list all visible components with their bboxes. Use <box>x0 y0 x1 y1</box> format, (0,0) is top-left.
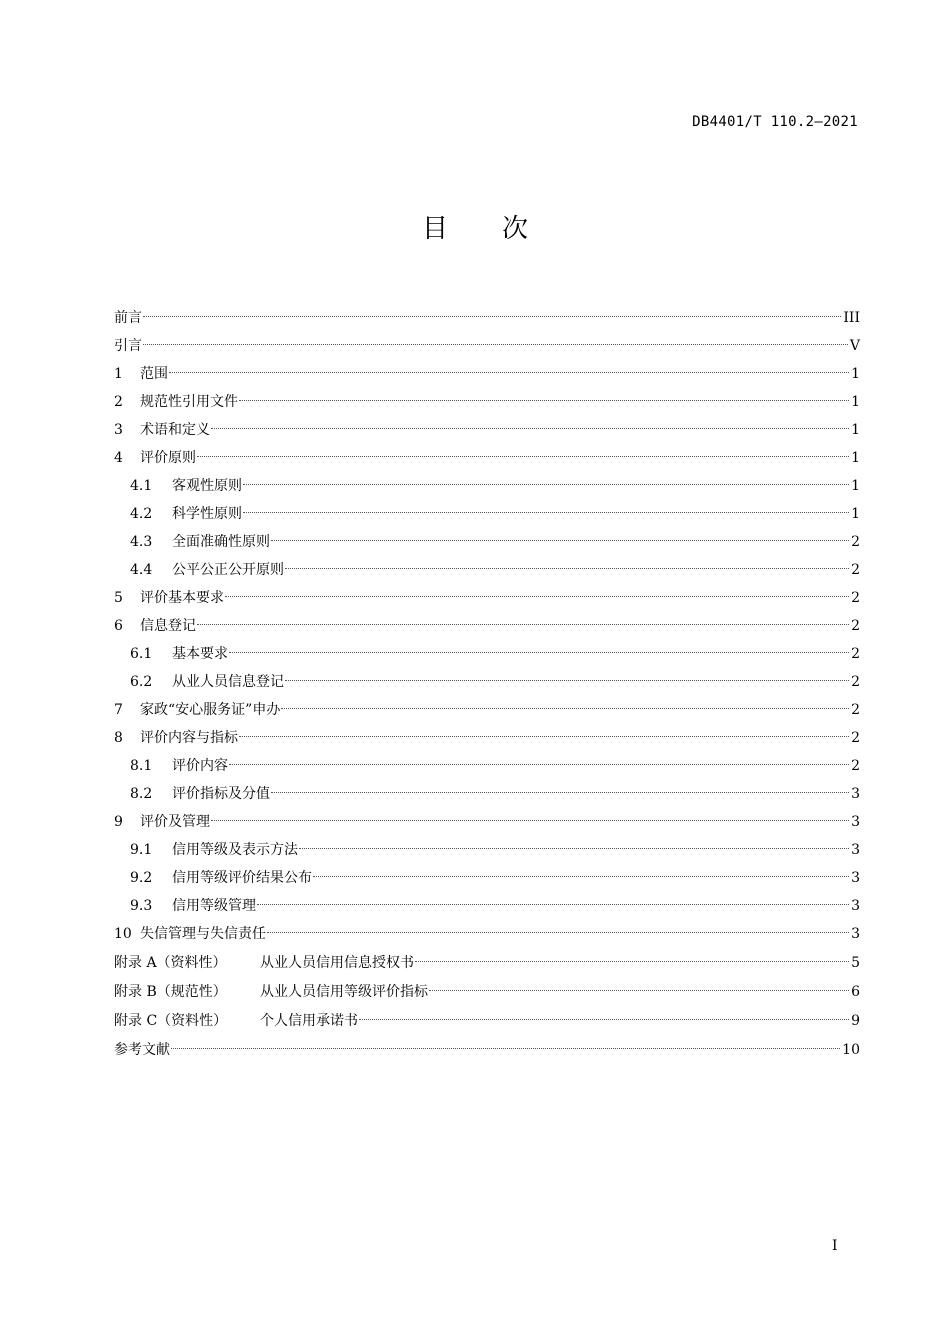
toc-entry-number: 9.1 <box>130 842 153 858</box>
toc-entry-page: 1 <box>851 478 860 494</box>
toc-entry-label: 客观性原则 <box>172 478 242 494</box>
toc-entry[interactable] <box>114 864 860 892</box>
toc-dot-leader <box>225 596 849 597</box>
toc-entry-page: 5 <box>851 955 860 971</box>
toc-entry-label: 公平公正公开原则 <box>172 562 284 578</box>
toc-entry[interactable] <box>114 332 860 360</box>
toc-entry-label: 术语和定义 <box>140 422 210 438</box>
toc-dot-leader <box>281 708 849 709</box>
toc-dot-leader <box>243 484 849 485</box>
toc-entry-page: 1 <box>851 366 860 382</box>
toc-entry-page: 2 <box>851 534 860 550</box>
toc-entry-label: 从业人员信用信息授权书 <box>260 955 414 971</box>
toc-entry[interactable] <box>114 556 860 584</box>
toc-entry-label: 评价内容 <box>172 758 228 774</box>
toc-entry-number: 9.3 <box>130 898 153 914</box>
toc-entry-number: 8 <box>114 730 123 746</box>
toc-entry-page: 2 <box>851 758 860 774</box>
toc-entry[interactable] <box>114 388 860 416</box>
toc-entry-label: 家政“安心服务证”申办 <box>140 702 281 718</box>
toc-entry-page: 2 <box>851 590 860 606</box>
toc-entry-label: 基本要求 <box>172 646 228 662</box>
toc-entry[interactable] <box>114 978 860 1007</box>
toc-entry-number: 4.4 <box>130 562 153 578</box>
toc-entry[interactable] <box>114 416 860 444</box>
toc-entry-page: 3 <box>851 842 860 858</box>
toc-entry-label: 范围 <box>140 366 168 382</box>
toc-entry[interactable] <box>114 472 860 500</box>
toc-entry-number: 3 <box>114 422 123 438</box>
toc-dot-leader <box>415 961 849 962</box>
toc-dot-leader <box>197 624 849 625</box>
toc-entry-page: 9 <box>851 1013 860 1029</box>
toc-entry-number: 7 <box>114 702 123 718</box>
toc-entry[interactable] <box>114 724 860 752</box>
toc-entry-number: 4.1 <box>130 478 153 494</box>
toc-entry-page: 2 <box>851 646 860 662</box>
toc-entry-number: 4.2 <box>130 506 153 522</box>
toc-dot-leader <box>229 652 849 653</box>
toc-entry-page: 3 <box>851 870 860 886</box>
toc-entry-number: 5 <box>114 590 123 606</box>
toc-entry-page: 3 <box>851 786 860 802</box>
toc-entry-page: 2 <box>851 674 860 690</box>
toc-entry-label: 从业人员信息登记 <box>172 674 284 690</box>
toc-entry[interactable] <box>114 696 860 724</box>
toc-entry-number: 4 <box>114 450 123 466</box>
toc-entry-label: 评价及管理 <box>140 814 210 830</box>
toc-entry-number: 2 <box>114 394 123 410</box>
toc-entry[interactable] <box>114 612 860 640</box>
toc-entry[interactable] <box>114 1007 860 1036</box>
toc-entry-page: 3 <box>851 898 860 914</box>
toc-dot-leader <box>285 680 849 681</box>
toc-entry[interactable] <box>114 808 860 836</box>
toc-dot-leader <box>211 428 849 429</box>
toc-entry-page: 1 <box>851 506 860 522</box>
toc-dot-leader <box>359 1019 849 1020</box>
toc-dot-leader <box>267 932 849 933</box>
toc-dot-leader <box>143 316 841 317</box>
toc-entry-label: 信息登记 <box>140 618 196 634</box>
toc-entry-label: 信用等级管理 <box>172 898 256 914</box>
toc-entry-label: 从业人员信用等级评价指标 <box>260 984 428 1000</box>
toc-entry[interactable] <box>114 584 860 612</box>
toc-entry-label: 科学性原则 <box>172 506 242 522</box>
toc-entry-page: 10 <box>842 1042 860 1058</box>
toc-entry[interactable] <box>114 892 860 920</box>
page-number: I <box>832 1238 838 1254</box>
toc-entry-number: 10 <box>114 926 132 942</box>
toc-entry-page: 2 <box>851 618 860 634</box>
toc-dot-leader <box>313 876 849 877</box>
toc-entry-label: 评价内容与指标 <box>140 730 238 746</box>
toc-entry-number: 附录 A（资料性） <box>114 955 227 971</box>
toc-entry-page: 6 <box>851 984 860 1000</box>
toc-entry[interactable] <box>114 444 860 472</box>
toc-entry-label: 评价原则 <box>140 450 196 466</box>
toc-entry-page: V <box>849 338 860 354</box>
toc-entry-label: 前言 <box>114 310 142 326</box>
toc-dot-leader <box>429 990 849 991</box>
toc-entry-label: 参考文献 <box>114 1042 170 1058</box>
toc-entry-number: 1 <box>114 366 123 382</box>
toc-dot-leader <box>239 736 849 737</box>
toc-entry[interactable] <box>114 668 860 696</box>
toc-dot-leader <box>229 764 849 765</box>
toc-dot-leader <box>243 512 849 513</box>
toc-entry[interactable] <box>114 920 860 949</box>
toc-entry-page: 1 <box>851 450 860 466</box>
toc-dot-leader <box>271 540 849 541</box>
toc-entry-label: 评价指标及分值 <box>172 786 270 802</box>
toc-entry-number: 9.2 <box>130 870 153 886</box>
toc-entry-label: 信用等级及表示方法 <box>172 842 298 858</box>
toc-entry[interactable] <box>114 780 860 808</box>
toc-entry-label: 规范性引用文件 <box>140 394 238 410</box>
toc-entry-number: 9 <box>114 814 123 830</box>
toc-entry-page: 3 <box>851 814 860 830</box>
toc-entry-number: 8.1 <box>130 758 153 774</box>
toc-entry[interactable] <box>114 949 860 978</box>
toc-entry-label: 评价基本要求 <box>140 590 224 606</box>
table-of-contents <box>114 304 860 1065</box>
toc-dot-leader <box>211 820 849 821</box>
toc-entry-number: 附录 C（资料性） <box>114 1013 228 1029</box>
toc-entry-number: 附录 B（规范性） <box>114 984 227 1000</box>
toc-dot-leader <box>257 904 849 905</box>
toc-entry-label: 信用等级评价结果公布 <box>172 870 312 886</box>
toc-dot-leader <box>169 372 849 373</box>
document-code: DB4401/T 110.2—2021 <box>692 114 858 130</box>
toc-entry[interactable] <box>114 1036 860 1065</box>
toc-entry[interactable] <box>114 360 860 388</box>
toc-entry-number: 6 <box>114 618 123 634</box>
toc-dot-leader <box>239 400 849 401</box>
toc-entry[interactable] <box>114 640 860 668</box>
toc-title <box>0 208 950 245</box>
toc-entry[interactable] <box>114 836 860 864</box>
toc-entry-number: 6.1 <box>130 646 153 662</box>
toc-entry-number: 8.2 <box>130 786 153 802</box>
toc-entry-label: 全面准确性原则 <box>172 534 270 550</box>
toc-entry-page: 3 <box>851 926 860 942</box>
toc-entry-page: 2 <box>851 562 860 578</box>
toc-entry-number: 6.2 <box>130 674 153 690</box>
toc-entry-number: 4.3 <box>130 534 153 550</box>
toc-title-char-2: 次 <box>502 214 529 244</box>
toc-entry[interactable] <box>114 500 860 528</box>
toc-dot-leader <box>271 792 849 793</box>
toc-dot-leader <box>171 1048 840 1049</box>
toc-entry-label: 引言 <box>114 338 142 354</box>
toc-entry-page: 1 <box>851 422 860 438</box>
toc-dot-leader <box>143 344 848 345</box>
toc-entry[interactable] <box>114 304 860 332</box>
toc-entry-label: 个人信用承诺书 <box>260 1013 358 1029</box>
toc-entry-page: 1 <box>851 394 860 410</box>
toc-dot-leader <box>197 456 849 457</box>
toc-entry-page: III <box>843 310 860 326</box>
toc-dot-leader <box>299 848 849 849</box>
toc-entry-label: 失信管理与失信责任 <box>140 926 266 942</box>
toc-entry-page: 2 <box>851 730 860 746</box>
toc-entry-page: 2 <box>851 702 860 718</box>
toc-dot-leader <box>285 568 849 569</box>
toc-entry[interactable] <box>114 528 860 556</box>
toc-entry[interactable] <box>114 752 860 780</box>
toc-title-char-1: 目 <box>421 214 448 244</box>
